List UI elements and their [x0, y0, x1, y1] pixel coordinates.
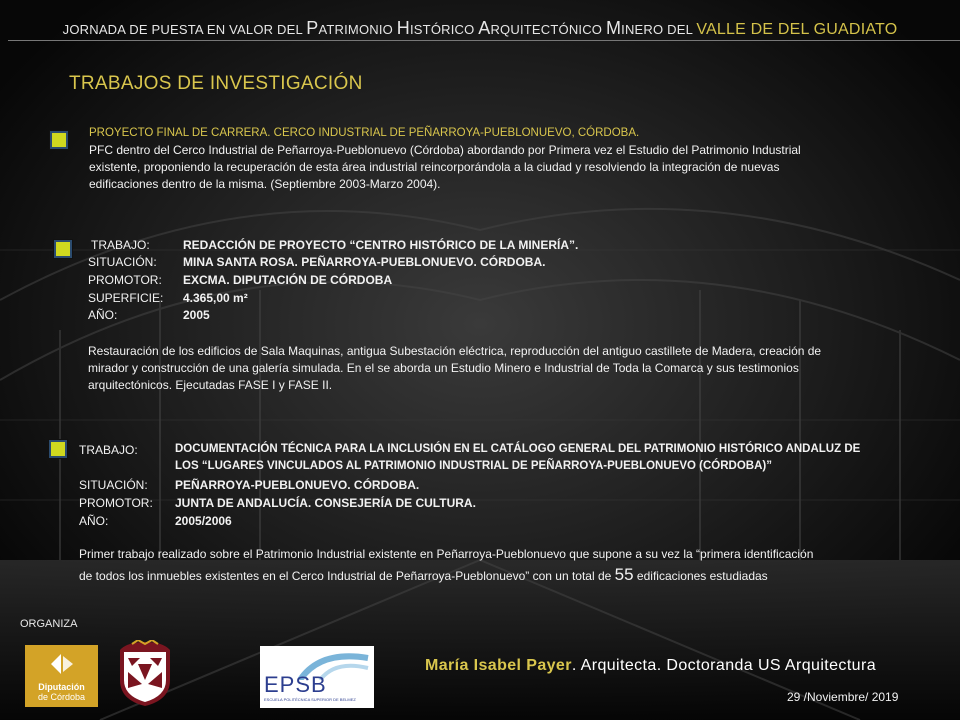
header-part: H: [396, 18, 410, 38]
item2-trabajo-label: TRABAJO:: [91, 238, 150, 252]
university-crest-logo: [118, 640, 172, 708]
bullet-icon: [54, 240, 72, 258]
epsb-subtext: ESCUELA POLITÉCNICA SUPERIOR DE BELMEZ: [264, 697, 356, 702]
item3-promotor-value: JUNTA DE ANDALUCÍA. CONSEJERÍA DE CULTURA.: [175, 496, 476, 510]
item3-desc-line: Primer trabajo realizado sobre el Patrimonio Industrial existente en Peñarroya-Pueblonuevo que supone a su vez la “primera identificación: [79, 547, 814, 561]
item3-desc-line: [79, 566, 768, 585]
item1-line: edificaciones dentro de la misma. (Septiembre 2003-Marzo 2004).: [89, 177, 441, 191]
item1-line: existente, proponiendo la recuperación de esta área industrial reincorporándola a la ciudad y resolviendo la integración de nuevas: [89, 160, 780, 174]
header-part: RQUITECTÓNICO: [490, 22, 606, 37]
header-part: M: [605, 18, 622, 38]
item3-anio-label: AÑO:: [79, 514, 109, 528]
section-title: TRABAJOS DE INVESTIGACIÓN: [69, 73, 363, 94]
item1-line: PFC dentro del Cerco Industrial de Peñarroya-Pueblonuevo (Córdoba) abordando por Primera vez el Estudio del Patrimonio Industrial: [89, 143, 801, 157]
diputacion-symbol-icon: [49, 652, 75, 676]
diputacion-logo: [25, 645, 98, 707]
item3-promotor-label: PROMOTOR:: [79, 496, 153, 510]
header-part: P: [306, 18, 319, 38]
item3-trabajo-value: DOCUMENTACIÓN TÉCNICA PARA LA INCLUSIÓN EN EL CATÁLOGO GENERAL DEL PATRIMONIO HISTÓRICO ANDALUZ DE: [175, 443, 861, 455]
header-part: A: [478, 18, 491, 38]
item2-promotor-value: EXCMA. DIPUTACIÓN DE CÓRDOBA: [183, 273, 393, 287]
bullet-icon: [49, 440, 67, 458]
item2-superficie-label: SUPERFICIE:: [88, 291, 164, 305]
item1-title: PROYECTO FINAL DE CARRERA. CERCO INDUSTRIAL DE PEÑARROYA-PUEBLONUEVO, CÓRDOBA.: [89, 127, 640, 139]
author-role: . Arquitecta. Doctoranda US Arquitectura: [571, 657, 876, 674]
epsb-logo: [260, 646, 374, 708]
item2-promotor-label: PROMOTOR:: [88, 273, 162, 287]
item2-desc-line: mirador y construcción de una galería simulada. En el se aborda un Estudio Minero e Industrial de Toda la Comarca y sus testimonios: [88, 361, 799, 375]
header-region: VALLE DE DEL GUADIATO: [696, 21, 898, 38]
item3-trabajo-value: LOS “LUGARES VINCULADOS AL PATRIMONIO INDUSTRIAL DE PEÑARROYA-PUEBLONUEVO (CÓRDOBA)”: [175, 460, 772, 472]
item2-desc-line: arquitectónicos. Ejecutadas FASE I y FASE II.: [88, 378, 333, 392]
author-name: María Isabel Payer: [425, 657, 572, 674]
item3-trabajo-label: TRABAJO:: [79, 443, 138, 457]
presentation-date: 29 /Noviembre/ 2019: [787, 690, 899, 704]
item2-superficie-value: 4.365,00 m²: [183, 291, 248, 305]
item2-situacion-label: SITUACIÓN:: [88, 255, 157, 269]
header-part: INERO DEL: [621, 22, 697, 37]
diputacion-text: de Córdoba: [37, 692, 86, 702]
event-header: [0, 18, 960, 39]
header-part: JORNADA DE PUESTA EN VALOR DEL: [62, 22, 307, 37]
epsb-text: EPSB: [264, 672, 327, 697]
item3-desc-text: de todos los inmuebles existentes en el Cerco Industrial de Peñarroya-Pueblonuevo” con un total de: [79, 569, 615, 583]
bullet-icon: [50, 131, 68, 149]
item3-desc-text: edificaciones estudiadas: [633, 569, 768, 583]
header-part: ATRIMONIO: [318, 22, 397, 37]
item2-desc-line: Restauración de los edificios de Sala Maquinas, antigua Subestación eléctrica, reproducción del antiguo castillete de Madera, creación de: [88, 344, 822, 358]
item3-situacion-value: PEÑARROYA-PUEBLONUEVO. CÓRDOBA.: [175, 478, 420, 492]
item3-situacion-label: SITUACIÓN:: [79, 478, 148, 492]
item2-trabajo-value: REDACCIÓN DE PROYECTO “CENTRO HISTÓRICO DE LA MINERÍA”.: [183, 238, 579, 252]
author-line: [425, 657, 876, 675]
item2-anio-value: 2005: [183, 308, 210, 322]
diputacion-text: Diputación: [38, 682, 85, 692]
item3-anio-value: 2005/2006: [175, 514, 232, 528]
item2-situacion-value: MINA SANTA ROSA. PEÑARROYA-PUEBLONUEVO. CÓRDOBA.: [183, 255, 546, 269]
item3-count: 55: [614, 565, 634, 584]
organiza-label: ORGANIZA: [20, 618, 78, 630]
item2-anio-label: AÑO:: [88, 308, 118, 322]
header-divider: [8, 40, 960, 41]
header-part: ISTÓRICO: [410, 22, 479, 37]
